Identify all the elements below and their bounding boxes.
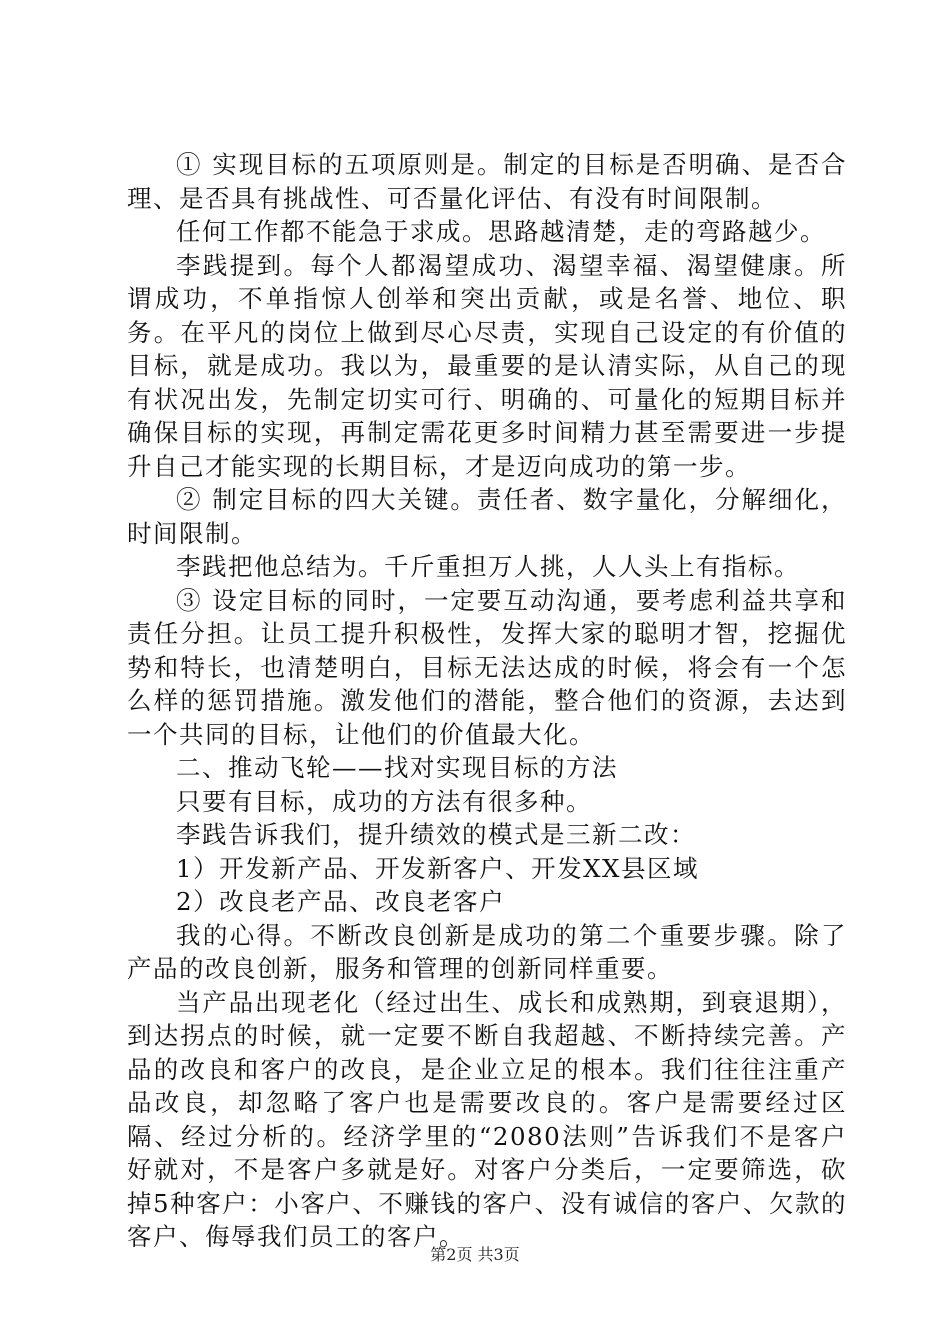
section-heading-flywheel: 二、推动飞轮——找对实现目标的方法 xyxy=(176,753,618,782)
paragraph-product-aging: 当产品出现老化（经过出生、成长和成熟期，到衰退期），到达拐点的时候，就一定要不断自我超越、不断持续完善。产品的改良和客户的改良，是企业立足的根本。我们往往注重产品改良，却忽略了客户也是需要改良的。客户是需要经过区隔、经过分析的。经济学里的“2080法则”告诉我们不是客户好就对，不是客户多就是好。对客户分类后，一定要筛选，砍掉5种客户：小客户、不赚钱的客户、没有诚信的客户、欠款的客户、侮辱我们员工的客户。 xyxy=(127,987,847,1251)
page-footer: 第2页 共3页 xyxy=(430,1245,520,1264)
document-body xyxy=(127,148,847,1254)
list-item-develop-new: 1）开发新产品、开发新客户、开发XX县区域 xyxy=(176,853,699,883)
paragraph-performance-model: 李践告诉我们，提升绩效的模式是三新二改： xyxy=(176,820,696,849)
paragraph-interaction: ③ 设定目标的同时，一定要互动沟通，要考虑利益共享和责任分担。让员工提升积极性，发挥大家的聪明才智，挖掘优势和特长，也清楚明白，目标无法达成的时候，将会有一个怎么样的惩罚措施。激发他们的潜能，整合他们的资源，去达到一个共同的目标，让他们的价值最大化。 xyxy=(127,585,847,749)
paragraph-no-haste: 任何工作都不能急于求成。思路越清楚，走的弯路越少。 xyxy=(176,217,826,246)
paragraph-summary: 李践把他总结为。千斤重担万人挑，人人头上有指标。 xyxy=(176,552,800,581)
paragraph-principles: ① 实现目标的五项原则是。制定的目标是否明确、是否合理、是否具有挑战性、可否量化评估、有没有时间限制。 xyxy=(127,150,847,213)
paragraph-four-keys: ② 制定目标的四大关键。责任者、数字量化，分解细化，时间限制。 xyxy=(127,485,847,548)
paragraph-many-methods: 只要有目标，成功的方法有很多种。 xyxy=(176,786,592,816)
list-item-improve-old: 2）改良老产品、改良老客户 xyxy=(176,887,506,916)
paragraph-insight: 我的心得。不断改良创新是成功的第二个重要步骤。除了产品的改良创新，服务和管理的创新同样重要。 xyxy=(127,920,847,983)
paragraph-success-definition: 李践提到。每个人都渴望成功、渴望幸福、渴望健康。所谓成功，不单指惊人创举和突出贡献，或是名誉、地位、职务。在平凡的岗位上做到尽心尽责，实现自己设定的有价值的目标，就是成功。我以为，最重要的是认清实际，从自己的现有状况出发，先制定切实可行、明确的、可量化的短期目标并确保目标的实现，再制定需花更多时间精力甚至需要进一步提升自己才能实现的长期目标，才是迈向成功的第一步。 xyxy=(127,250,847,481)
